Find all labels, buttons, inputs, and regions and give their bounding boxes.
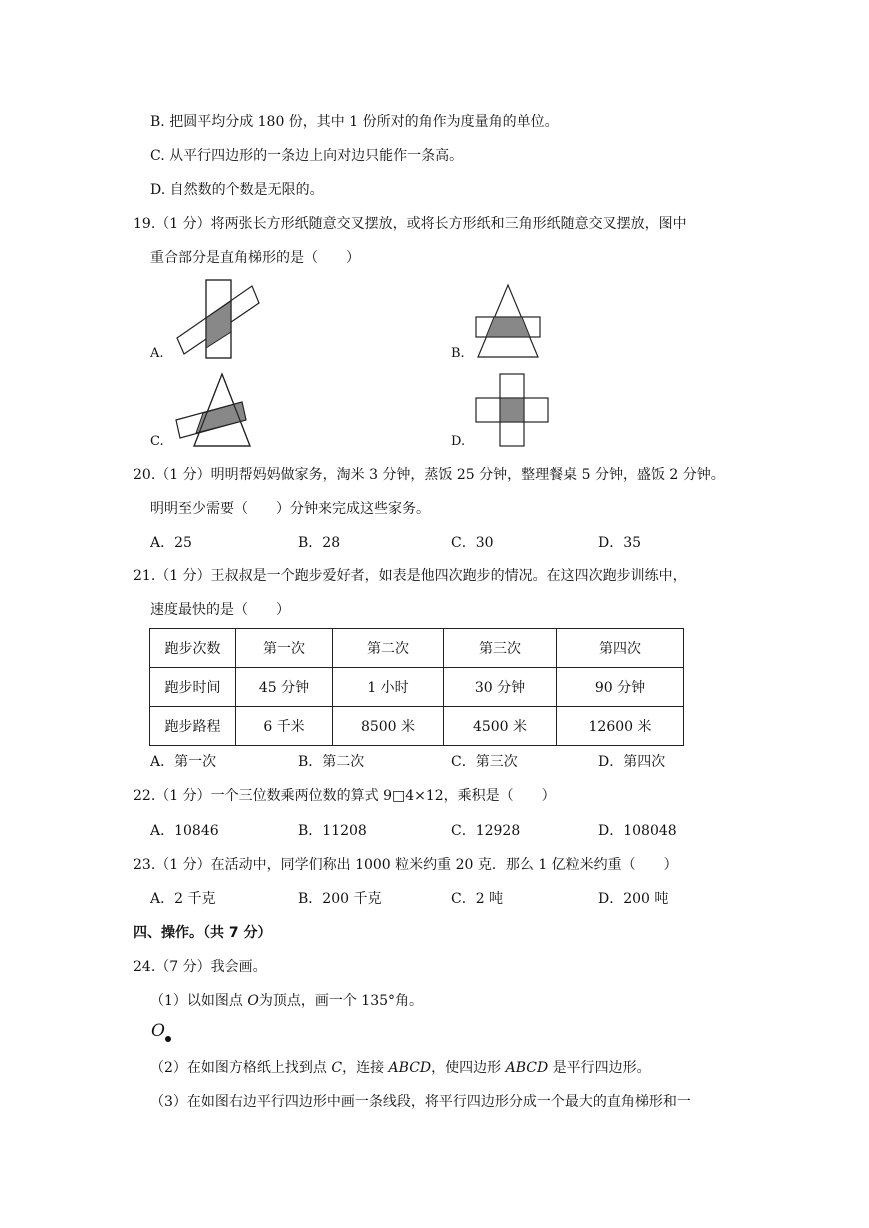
q24-part2-text-e: 是平行四边形。 bbox=[548, 1060, 651, 1076]
q22-option-b: B．11208 bbox=[298, 823, 367, 839]
table-row bbox=[150, 629, 684, 668]
q19-label-b: B. bbox=[451, 346, 465, 361]
q21-option-c: C．第三次 bbox=[451, 754, 518, 770]
q21-stem-line1: 21.（1 分）王叔叔是一个跑步爱好者，如表是他四次跑步的情况。在这四次跑步训练中， bbox=[133, 568, 687, 584]
q20-option-a: A．25 bbox=[150, 535, 192, 551]
q21-option-b: B．第二次 bbox=[298, 754, 365, 770]
q18-option-d: D. 自然数的个数是无限的。 bbox=[150, 182, 324, 198]
q22-stem: 22.（1 分）一个三位数乘两位数的算式 9□4×12，乘积是（ ） bbox=[133, 788, 556, 804]
q24-part2-var-abcd: ABCD bbox=[388, 1060, 432, 1076]
q24-part2-text-b: ，连接 bbox=[342, 1060, 389, 1076]
table-header-cell: 第四次 bbox=[557, 629, 684, 668]
q24-part1-text-b: 为顶点，画一个 135°角。 bbox=[258, 993, 424, 1009]
table-cell: 8500 米 bbox=[333, 707, 444, 746]
q19-figure-d bbox=[474, 372, 550, 450]
table-header-cell: 第三次 bbox=[444, 629, 557, 668]
q18-option-b: B. 把圆平均分成 180 份，其中 1 份所对的角作为度量角的单位。 bbox=[150, 114, 559, 130]
q21-running-table bbox=[149, 628, 684, 746]
q24-part2 bbox=[150, 1059, 651, 1077]
table-cell: 跑步路程 bbox=[150, 707, 236, 746]
q22-option-a: A．10846 bbox=[150, 823, 219, 839]
q21-stem-line2: 速度最快的是（ ） bbox=[150, 602, 290, 618]
q20-stem-line2: 明明至少需要（ ）分钟来完成这些家务。 bbox=[150, 501, 430, 517]
q23-option-c: C．2 吨 bbox=[451, 891, 504, 907]
q24-part2-text-a: （2）在如图方格纸上找到点 bbox=[150, 1060, 332, 1076]
table-header-cell: 第一次 bbox=[236, 629, 333, 668]
table-header-cell: 跑步次数 bbox=[150, 629, 236, 668]
q20-option-b: B．28 bbox=[298, 535, 341, 551]
table-cell: 跑步时间 bbox=[150, 668, 236, 707]
q19-figure-c bbox=[172, 370, 256, 452]
q23-option-d: D．200 吨 bbox=[598, 891, 669, 907]
q22-option-d: D．108048 bbox=[598, 823, 677, 839]
table-header-cell: 第二次 bbox=[333, 629, 444, 668]
point-o-label: O bbox=[151, 1021, 165, 1041]
q18-option-c: C. 从平行四边形的一条边上向对边只能作一条高。 bbox=[150, 148, 464, 164]
table-cell: 45 分钟 bbox=[236, 668, 333, 707]
q20-stem-line1: 20.（1 分）明明帮妈妈做家务，淘米 3 分钟，蒸饭 25 分钟，整理餐桌 5 分钟，盛饭 2 分钟。 bbox=[133, 467, 725, 483]
section-heading: 四、操作。（共 7 分） bbox=[133, 925, 272, 941]
q24-part1-var-o: O bbox=[247, 993, 259, 1009]
q24-part2-var-abcd-2: ABCD bbox=[505, 1060, 549, 1076]
table-row bbox=[150, 707, 684, 746]
q23-option-b: B．200 千克 bbox=[298, 891, 382, 907]
q24-part1 bbox=[150, 992, 423, 1010]
table-cell: 1 小时 bbox=[333, 668, 444, 707]
table-cell: 4500 米 bbox=[444, 707, 557, 746]
q21-option-d: D．第四次 bbox=[598, 754, 666, 770]
table-cell: 30 分钟 bbox=[444, 668, 557, 707]
q21-option-a: A．第一次 bbox=[150, 754, 217, 770]
q19-label-c: C. bbox=[150, 434, 164, 449]
q24-part2-text-d: ，使四边形 bbox=[431, 1060, 506, 1076]
table-cell: 90 分钟 bbox=[557, 668, 684, 707]
q19-figure-a bbox=[172, 276, 264, 362]
point-o-dot bbox=[163, 1034, 173, 1044]
q19-figure-b bbox=[472, 283, 544, 361]
q23-stem: 23.（1 分）在活动中，同学们称出 1000 粒米约重 20 克．那么 1 亿粒米约重（ ） bbox=[133, 857, 678, 873]
table-cell: 6 千米 bbox=[236, 707, 333, 746]
q20-option-c: C．30 bbox=[451, 535, 494, 551]
q24-part3: （3）在如图右边平行四边形中画一条线段，将平行四边形分成一个最大的直角梯形和一 bbox=[150, 1094, 691, 1110]
q23-option-a: A．2 千克 bbox=[150, 891, 216, 907]
table-row bbox=[150, 668, 684, 707]
q19-stem-line1: 19.（1 分）将两张长方形纸随意交叉摆放，或将长方形纸和三角形纸随意交叉摆放，图中 bbox=[133, 216, 687, 232]
q19-label-a: A. bbox=[150, 346, 164, 361]
q24-part1-text-a: （1）以如图点 bbox=[150, 993, 248, 1009]
table-cell: 12600 米 bbox=[557, 707, 684, 746]
q19-label-d: D. bbox=[451, 434, 466, 449]
q20-option-d: D．35 bbox=[598, 535, 642, 551]
q19-stem-line2: 重合部分是直角梯形的是（ ） bbox=[150, 250, 360, 266]
q24-part2-var-c: C bbox=[331, 1060, 343, 1076]
q22-option-c: C．12928 bbox=[451, 823, 521, 839]
q24-stem: 24.（7 分）我会画。 bbox=[133, 959, 267, 975]
